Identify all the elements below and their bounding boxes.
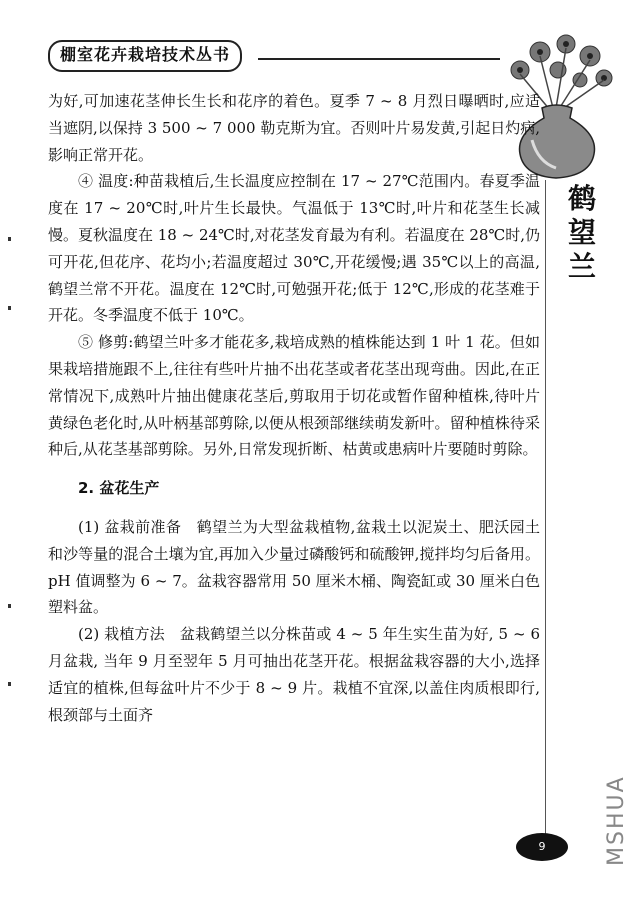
margin-mark <box>8 306 11 310</box>
subsection-text: 鹤望兰为大型盆栽植物,盆栽土以泥炭土、肥沃园土和沙等量的混合土壤为宜,再加入少量过磷酸钙和硫酸钾,搅拌均匀后备用。pH 值调整为 6 ~ 7。盆栽容器常用 50 厘米木桶、陶瓷缸或 30 厘米白色塑料盆。 <box>48 517 540 617</box>
paragraph-temperature: ④ 温度:种苗栽植后,生长温度应控制在 17 ~ 27℃范围内。春夏季温度在 17 ~ 20℃时,叶片生长最快。气温低于 13℃时,叶片和花茎生长减慢。夏秋温度在 18 ~ 24℃时,对花茎发育最为有利。若温度在 28℃时,仍可开花,但花序、花均小;若温度超过 30℃,开花缓慢;遇 35℃以上的高温,鹤望兰常不开花。温度在 12℃时,可勉强开花;低于 12℃,形成的花茎难于开花。冬季温度不低于 10℃。 <box>48 172 540 325</box>
chapter-char: 兰 <box>567 250 596 283</box>
sidebar-rule <box>545 180 546 850</box>
header-rule <box>258 58 500 60</box>
watermark: MSHUA <box>604 775 629 866</box>
subsection-planting <box>48 621 540 728</box>
page-number: 9 <box>516 833 568 861</box>
chapter-char: 鹤 <box>567 182 596 215</box>
margin-mark <box>8 604 11 608</box>
chapter-title-vertical <box>560 182 604 284</box>
subsection-label: (2) 栽植方法 <box>78 625 165 644</box>
series-title: 棚室花卉栽培技术丛书 <box>48 40 242 72</box>
body-text <box>48 88 540 728</box>
paragraph-continued: 为好,可加速花茎伸长生长和花序的着色。夏季 7 ~ 8 月烈日曝晒时,应适当遮阴,以保持 3 500 ~ 7 000 勒克斯为宜。否则叶片易发黄,引起日灼病,影响正常开花。 <box>48 92 540 164</box>
margin-mark <box>8 682 11 686</box>
margin-mark <box>8 237 11 241</box>
chapter-char: 望 <box>567 216 596 249</box>
paragraph-pruning: ⑤ 修剪:鹤望兰叶多才能花多,栽培成熟的植株能达到 1 叶 1 花。但如果栽培措施跟不上,往往有些叶片抽不出花茎或者花茎出现弯曲。因此,在正常情况下,成熟叶片抽出健康花茎后,剪取用于切花或暂作留种植株,待叶片黄绿色老化时,从叶柄基部剪除,以便从根颈部继续萌发新叶。留种植株待采种后,从花茎基部剪除。另外,日常发现折断、枯黄或患病叶片要随时剪除。 <box>48 333 540 459</box>
subsection-preparation <box>48 514 540 621</box>
subsection-label: (1) 盆栽前准备 <box>78 517 182 536</box>
subsection-text: 盆栽鹤望兰以分株苗或 4 ~ 5 年生实生苗为好, 5 ~ 6 月盆栽, 当年 9 月至翌年 5 月可抽出花茎开花。根据盆栽容器的大小,选择适宜的植株,但每盆叶片不少于 8 ~ 9 片。栽植不宜深,以盖住肉质根即行,根颈部与土面齐 <box>48 625 540 724</box>
section-heading: 2. 盆花生产 <box>78 479 160 498</box>
